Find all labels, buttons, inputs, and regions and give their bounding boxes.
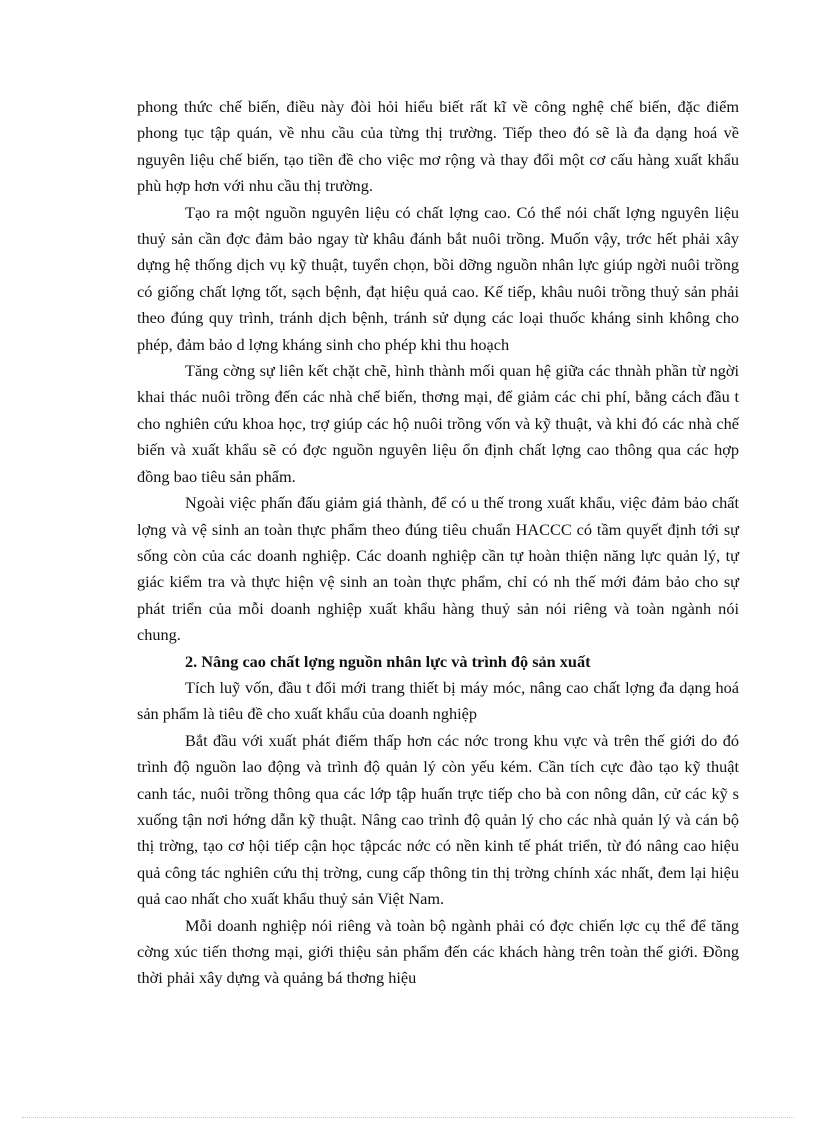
paragraph-linkage: Tăng cờng sự liên kết chặt chẽ, hình thành mối quan hệ giữa các thnàh phần từ ngời khai thác nuôi trồng đến các nhà chế biến, thơng mại, để giảm các chi phí, bằng cách đầu t cho nghiên cứu khoa học, trợ giúp các hộ nuôi trồng vốn và kỹ thuật, và khi đó các nhà chế biến và xuất khẩu sẽ có đợc nguồn nguyên liệu ổn định chất lợng cao thông qua các hợp đồng bao tiêu sản phẩm. [137, 361, 739, 486]
paragraph-capital: Tích luỹ vốn, đầu t đổi mới trang thiết bị máy móc, nâng cao chất lợng đa dạng hoá sản phẩm là tiêu đề cho xuất khẩu của doanh nghiệp [137, 677, 739, 724]
section-heading-2: 2. Nâng cao chất lợng nguồn nhân lực và trình độ sản xuất [185, 651, 591, 671]
paragraph-training: Bắt đầu với xuất phát điểm thấp hơn các nớc trong khu vực và trên thế giới do đó trình độ nguồn lao động và trình độ quản lý còn yếu kém. Cần tích cực đào tạo kỹ thuật canh tác, nuôi trồng thông qua các lớp tập huấn trực tiếp cho bà con nông dân, cử các kỹ s xuống tận nơi hớng dẫn kỹ thuật. Nâng cao trình độ quản lý cho các nhà quản lý và cán bộ thị trờng, tạo cơ hội tiếp cận học tậpcác nớc có nền kinh tế phát triển, từ đó nâng cao hiệu quả công tác nghiên cứu thị trờng, cung cấp thông tin thị trờng chính xác nhất, đem lại hiệu quả cao nhất cho xuất khẩu thuỷ sản Việt Nam. [137, 730, 739, 909]
paragraph-quality-hygiene: Ngoài việc phấn đấu giảm giá thành, để có u thế trong xuất khẩu, việc đảm bảo chất lợng và vệ sinh an toàn thực phẩm theo đúng tiêu chuẩn HACCC có tầm quyết định tới sự sống còn của các doanh nghiệp. Các doanh nghiệp cần tự hoàn thiện năng lực quản lý, tự giác kiểm tra và thực hiện vệ sinh an toàn thực phẩm, chỉ có nh thế mới đảm bảo cho sự phát triển của mỗi doanh nghiệp xuất khẩu hàng thuỷ sản nói riêng và toàn ngành nói chung. [137, 493, 739, 645]
page-bottom-divider [22, 1117, 794, 1118]
paragraph-trade-promotion: Mỗi doanh nghiệp nói riêng và toàn bộ ngành phải có đợc chiến lợc cụ thể để tăng cờng xúc tiến thơng mại, giới thiệu sản phẩm đến các khách hàng trên toàn thế giới. Đồng thời phải xây dựng và quảng bá thơng hiệu [137, 915, 739, 988]
paragraph-continuation: phong thức chế biến, điều này đòi hỏi hiểu biết rất kĩ về công nghệ chế biến, đặc điểm phong tục tập quán, về nhu cầu của từng thị trường. Tiếp theo đó sẽ là đa dạng hoá về nguyên liệu chế biến, tạo tiền đề cho việc mơ rộng và thay đổi một cơ cấu hàng xuất khẩu phù hợp hơn với nhu cầu thị trường. [137, 97, 739, 196]
paragraph-raw-material: Tạo ra một nguồn nguyên liệu có chất lợng cao. Có thể nói chất lợng nguyên liệu thuỷ sản cần đợc đảm bảo ngay từ khâu đánh bắt nuôi trồng. Muốn vậy, trớc hết phải xây dựng hệ thống dịch vụ kỹ thuật, tuyển chọn, bồi dỡng nguồn nhân lực giúp ngời nuôi trồng có giống chất lợng tốt, sạch bệnh, đạt hiệu quả cao. Kế tiếp, khâu nuôi trồng thuỷ sản phải theo đúng quy trình, tránh dịch bệnh, tránh sử dụng các loại thuốc kháng sinh không cho phép, đảm bảo d lợng kháng sinh cho phép khi thu hoạch [137, 202, 739, 354]
document-body [137, 94, 739, 992]
